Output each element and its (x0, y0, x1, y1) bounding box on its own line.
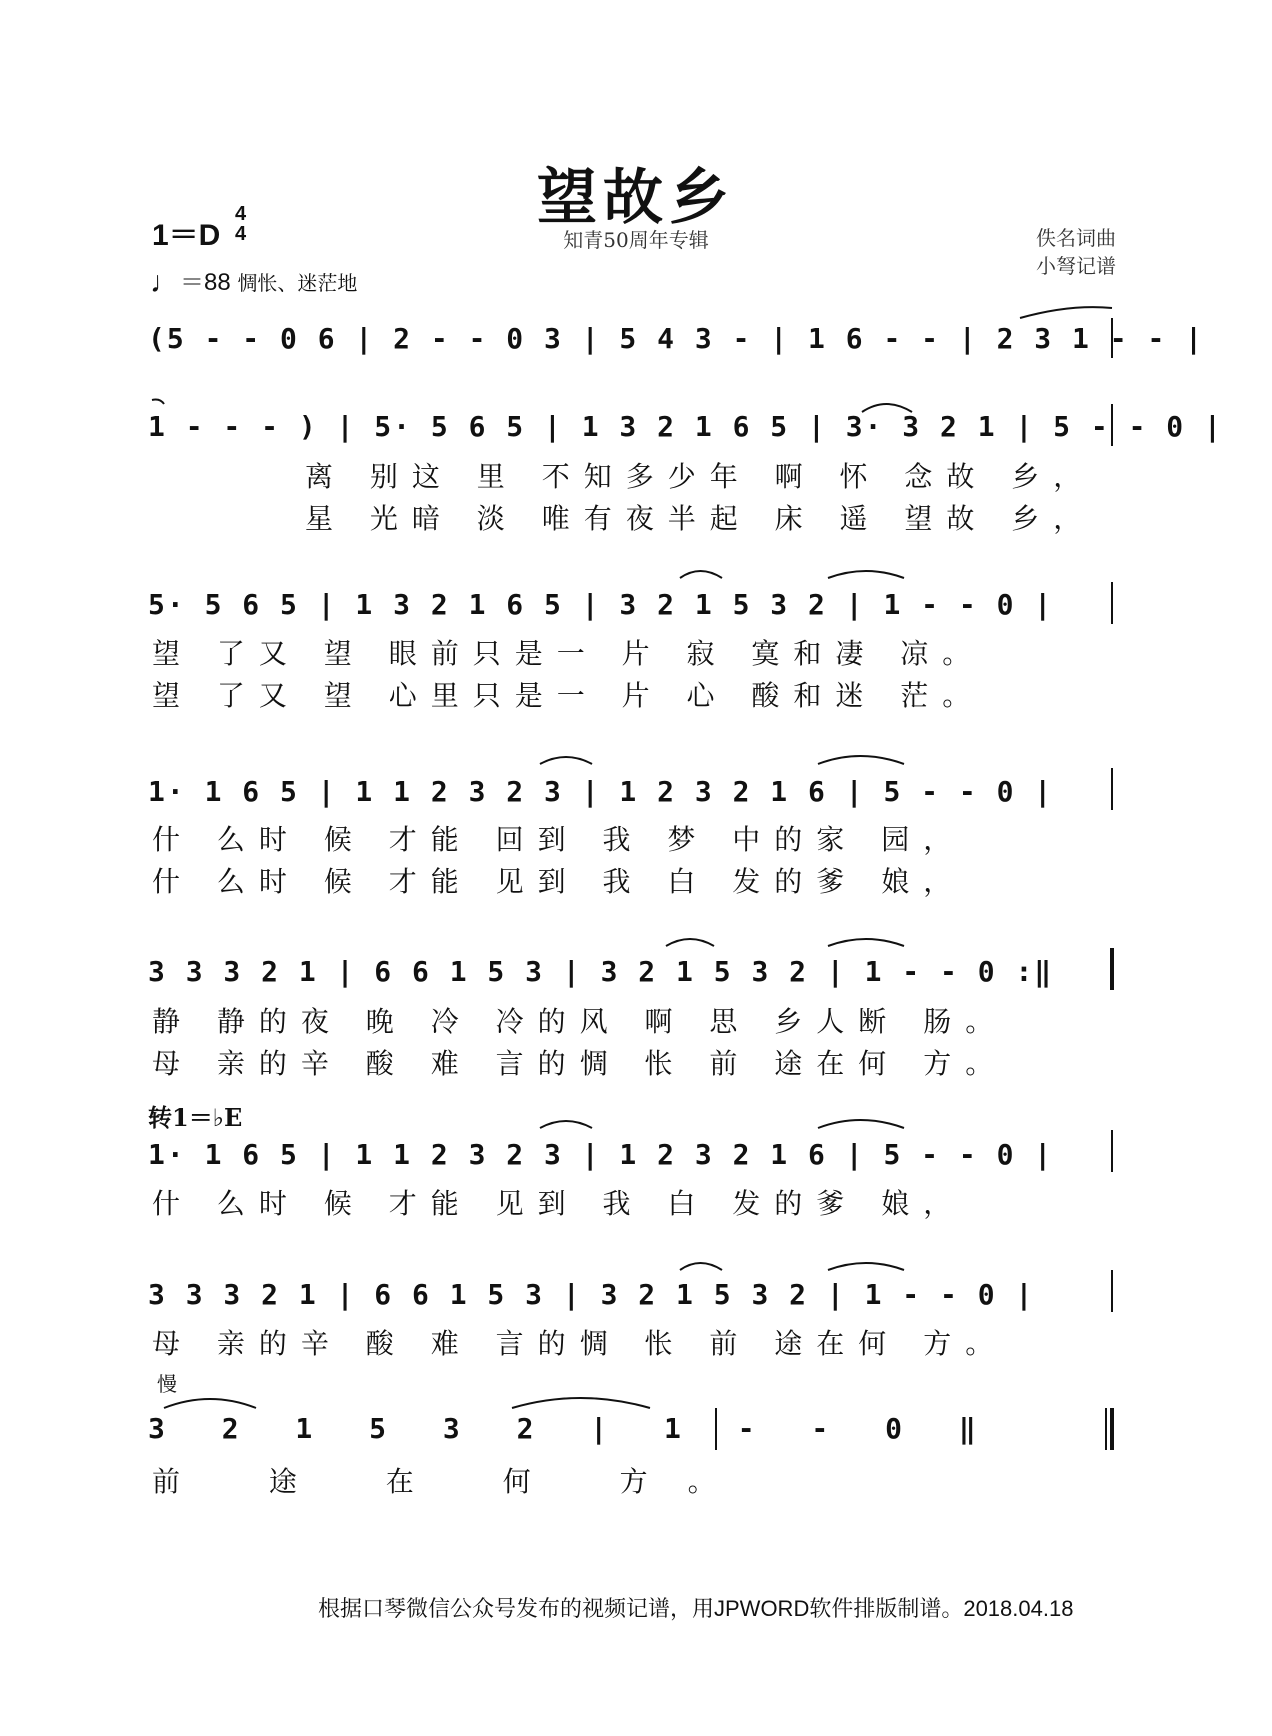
lyrics-line-2-verse-1: 离 别这 里 不知多少年 啊 怀 念故 乡， (305, 460, 1096, 493)
lyrics-line-3-verse-1: 望 了又 望 眼前只是一 片 寂 寞和凄 凉。 (152, 637, 985, 670)
lyrics-line-5-verse-2: 母 亲的辛 酸 难 言的惆 怅 前 途在何 方。 (152, 1047, 1008, 1080)
lyrics-line-2-verse-2: 星 光暗 淡 唯有夜半起 床 遥 望故 乡， (305, 502, 1096, 535)
tempo-marking (150, 262, 357, 300)
quarter-note-icon: ♩ (150, 266, 180, 299)
tempo-mood: 惆怅、迷茫地 (237, 273, 358, 295)
footer-note: 根据口琴微信公众号发布的视频记谱，用JPWORD软件排版制谱。2018.04.18 (318, 1596, 1074, 1621)
notation-line-8: 3 2 1 5 3 2 | 1 - - 0 ‖ (148, 1412, 996, 1445)
time-signature (235, 204, 246, 244)
time-signature-top: 4 (235, 203, 247, 225)
slow-marking: 慢 (157, 1372, 177, 1396)
lyrics-line-4-verse-1: 什 么时 候 才能 回到 我 梦 中的家 园， (152, 823, 966, 856)
transcriber-credit: 小弩记谱 (1036, 254, 1116, 278)
notation-line-7: 3 3 3 2 1 | 6 6 1 5 3 | 3 2 1 5 3 2 | 1 - - 0 | (148, 1278, 1035, 1311)
lyrics-line-7: 母 亲的辛 酸 难 言的惆 怅 前 途在何 方。 (152, 1327, 1008, 1360)
key-change-marking: 转1＝♭E (148, 1103, 243, 1132)
lyrics-line-6: 什 么时 候 才能 见到 我 白 发的爹 娘， (152, 1187, 966, 1220)
composer-credit: 佚名词曲 (1036, 226, 1116, 250)
lyrics-line-8: 前 途 在 何 方。 (152, 1465, 756, 1498)
lyrics-line-3-verse-2: 望 了又 望 心里只是一 片 心 酸和迷 茫。 (152, 679, 985, 712)
notation-line-2: 1 - - - ) | 5· 5 6 5 | 1 3 2 1 6 5 | 3· 3 2 1 | 5 - - 0 | (148, 410, 1223, 443)
time-signature-bottom: 4 (235, 223, 247, 245)
subtitle: 知青50周年专辑 (563, 228, 709, 252)
notation-line-4: 1· 1 6 5 | 1 1 2 3 2 3 | 1 2 3 2 1 6 | 5 - - 0 | (148, 775, 1054, 808)
notation-line-6: 1· 1 6 5 | 1 1 2 3 2 3 | 1 2 3 2 1 6 | 5 - - 0 | (148, 1138, 1054, 1171)
notation-line-1: (5 - - 0 6 | 2 - - 0 3 | 5 4 3 - | 1 6 - - | 2 3 1 - - | (148, 322, 1205, 355)
lyrics-line-5-verse-1: 静 静的夜 晚 冷 冷的风 啊 思 乡人断 肠。 (152, 1005, 1008, 1038)
notation-line-5: 3 3 3 2 1 | 6 6 1 5 3 | 3 2 1 5 3 2 | 1 - - 0 :‖ (148, 955, 1054, 988)
tempo-value: ＝88 (180, 269, 231, 296)
lyrics-line-4-verse-2: 什 么时 候 才能 见到 我 白 发的爹 娘， (152, 865, 966, 898)
key-signature: 1＝D (152, 219, 221, 252)
notation-line-3: 5· 5 6 5 | 1 3 2 1 6 5 | 3 2 1 5 3 2 | 1 - - 0 | (148, 588, 1054, 621)
page-title: 望故乡 (537, 163, 735, 233)
